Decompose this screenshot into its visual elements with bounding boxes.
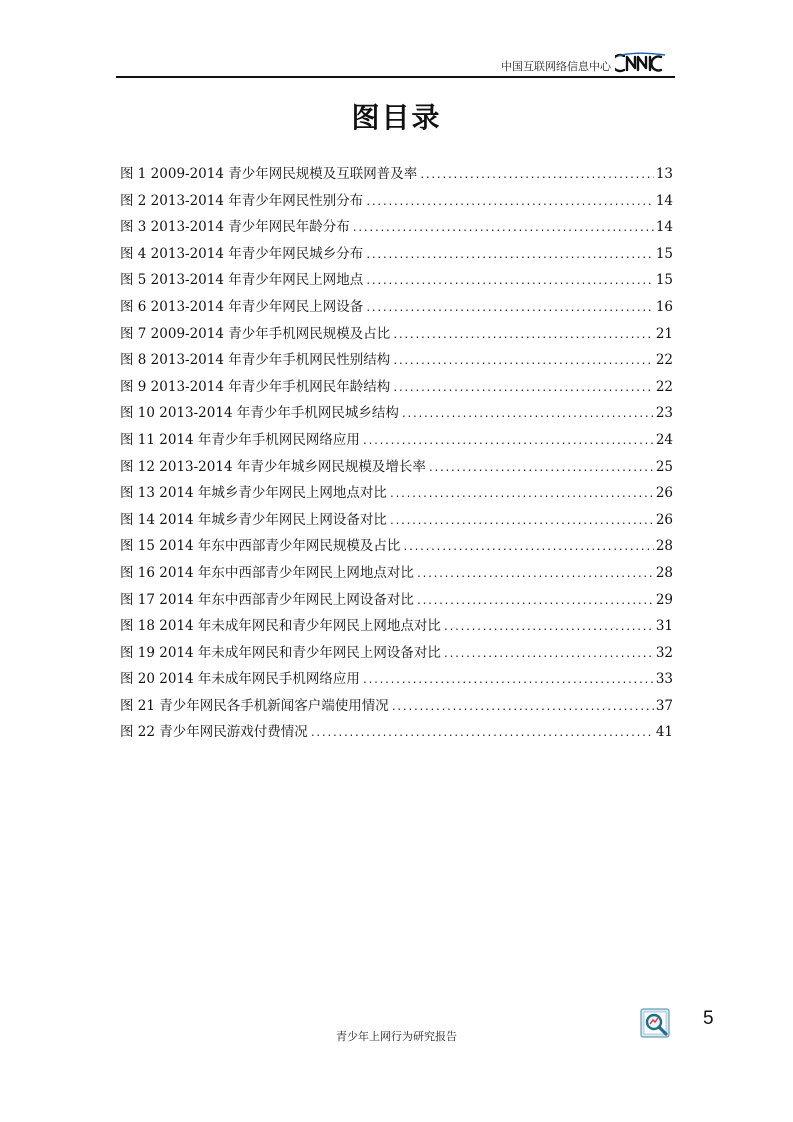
cnnic-logo: [615, 52, 675, 74]
toc-entry[interactable]: [120, 534, 673, 561]
toc-entry-label: 图 2 2013-2014 年青少年网民性别分布: [120, 192, 364, 209]
toc-entry-page: 33: [655, 671, 673, 688]
dot-leader: [416, 596, 654, 607]
dot-leader: [419, 170, 654, 181]
toc-entry[interactable]: [120, 215, 673, 242]
toc-entry-label: 图 14 2014 年城乡青少年网民上网设备对比: [120, 511, 387, 528]
dot-leader: [402, 542, 653, 553]
toc-entry-page: 28: [655, 538, 673, 555]
dot-leader: [443, 622, 654, 633]
page-header: [116, 50, 675, 78]
toc-entry-page: 26: [655, 485, 673, 502]
toc-entry[interactable]: [120, 295, 673, 322]
toc-entry-page: 15: [655, 272, 673, 289]
toc-entry-label: 图 18 2014 年未成年网民和青少年网民上网地点对比: [120, 618, 441, 635]
toc-entry-page: 22: [655, 352, 673, 369]
toc-entry[interactable]: [120, 694, 673, 721]
toc-entry-label: 图 7 2009-2014 青少年手机网民规模及占比: [120, 325, 391, 342]
dot-leader: [365, 276, 654, 287]
toc-entry-page: 14: [655, 219, 673, 236]
toc-entry-label: 图 3 2013-2014 青少年网民年龄分布: [120, 219, 350, 236]
toc-entry-label: 图 11 2014 年青少年手机网民网络应用: [120, 431, 360, 448]
toc-entry-label: 图 10 2013-2014 年青少年手机网民城乡结构: [120, 405, 399, 422]
dot-leader: [389, 516, 654, 527]
toc-entry-page: 16: [655, 298, 673, 315]
toc-entry-page: 41: [655, 724, 673, 741]
toc-entry-page: 14: [655, 192, 673, 209]
toc-entry[interactable]: [120, 614, 673, 641]
header-org-name: 中国互联网络信息中心: [501, 60, 611, 73]
toc-entry-page: 24: [655, 431, 673, 448]
dot-leader: [392, 383, 654, 394]
toc-entry-label: 图 9 2013-2014 年青少年手机网民年龄结构: [120, 378, 391, 395]
page-title: 图目录: [351, 101, 442, 134]
toc-entry-label: 图 6 2013-2014 年青少年网民上网设备: [120, 298, 364, 315]
dot-leader: [416, 569, 654, 580]
toc-entry-page: 31: [655, 618, 673, 635]
toc-entry-page: 23: [655, 405, 673, 422]
dot-leader: [392, 330, 654, 341]
dot-leader: [392, 356, 654, 367]
dot-leader: [365, 197, 654, 208]
dot-leader: [389, 489, 654, 500]
toc-entry[interactable]: [120, 268, 673, 295]
toc-entry-label: 图 1 2009-2014 青少年网民规模及互联网普及率: [120, 166, 418, 182]
toc-entry-page: 22: [655, 378, 673, 395]
dot-leader: [365, 250, 654, 261]
toc-entry-label: 图 5 2013-2014 年青少年网民上网地点: [120, 272, 364, 289]
page-number: 5: [703, 1008, 714, 1029]
dot-leader: [362, 436, 654, 447]
toc-entry[interactable]: [120, 162, 673, 189]
dot-leader: [310, 728, 654, 739]
toc-entry[interactable]: [120, 375, 673, 402]
toc-entry-label: 图 15 2014 年东中西部青少年网民规模及占比: [120, 538, 401, 555]
toc-entry-label: 图 17 2014 年东中西部青少年网民上网设备对比: [120, 591, 414, 608]
toc-entry[interactable]: [120, 588, 673, 615]
toc-entry[interactable]: [120, 348, 673, 375]
toc-entry[interactable]: [120, 481, 673, 508]
toc-entry[interactable]: [120, 508, 673, 535]
dot-leader: [362, 675, 654, 686]
toc-entry-page: 13: [655, 166, 673, 182]
dot-leader: [365, 303, 654, 314]
toc-entry[interactable]: [120, 667, 673, 694]
toc-entry-page: 26: [655, 511, 673, 528]
toc-entry-label: 图 20 2014 年未成年网民手机网络应用: [120, 671, 360, 688]
toc-entry[interactable]: [120, 641, 673, 668]
magnifier-report-icon: [640, 1008, 670, 1038]
dot-leader: [352, 223, 654, 234]
footer-report-title: 青少年上网行为研究报告: [336, 1030, 457, 1043]
toc-entry-label: 图 22 青少年网民游戏付费情况: [120, 724, 308, 741]
cnnic-logo-icon: [615, 52, 675, 74]
toc-entry[interactable]: [120, 242, 673, 269]
toc-entry[interactable]: [120, 189, 673, 216]
toc-entry-page: 32: [655, 644, 673, 661]
toc-entry[interactable]: [120, 561, 673, 588]
toc-entry-page: 29: [655, 591, 673, 608]
toc-entry-label: 图 12 2013-2014 年青少年城乡网民规模及增长率: [120, 458, 426, 475]
toc-entry[interactable]: [120, 322, 673, 349]
toc-entry-label: 图 21 青少年网民各手机新闻客户端使用情况: [120, 697, 389, 714]
toc-entry-page: 37: [655, 697, 673, 714]
dot-leader: [428, 463, 654, 474]
figure-list: [120, 162, 673, 747]
toc-entry-label: 图 13 2014 年城乡青少年网民上网地点对比: [120, 485, 387, 502]
toc-entry-page: 28: [655, 564, 673, 581]
toc-entry[interactable]: [120, 720, 673, 747]
toc-entry-label: 图 4 2013-2014 年青少年网民城乡分布: [120, 245, 364, 262]
toc-entry-page: 25: [655, 458, 673, 475]
toc-entry-page: 21: [655, 325, 673, 342]
toc-entry[interactable]: [120, 401, 673, 428]
toc-entry-label: 图 16 2014 年东中西部青少年网民上网地点对比: [120, 564, 414, 581]
dot-leader: [391, 702, 654, 713]
toc-entry[interactable]: [120, 428, 673, 455]
toc-entry[interactable]: [120, 455, 673, 482]
toc-entry-page: 15: [655, 245, 673, 262]
toc-entry-label: 图 8 2013-2014 年青少年手机网民性别结构: [120, 352, 391, 369]
dot-leader: [401, 409, 654, 420]
dot-leader: [443, 649, 654, 660]
toc-entry-label: 图 19 2014 年未成年网民和青少年网民上网设备对比: [120, 644, 441, 661]
